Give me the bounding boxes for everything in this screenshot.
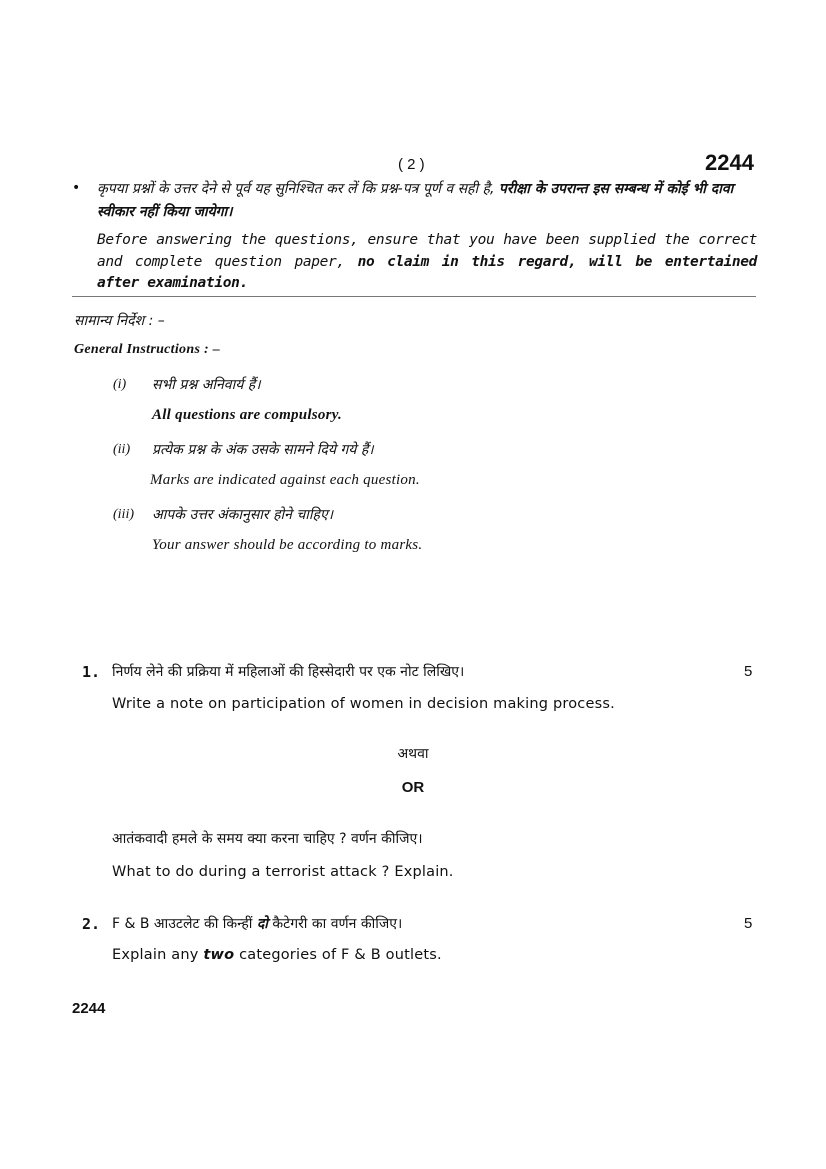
paper-code-footer: 2244: [72, 1000, 106, 1017]
question-english: Write a note on participation of women in decision making process.: [112, 696, 615, 712]
emphasis-word: दो: [256, 916, 268, 932]
question-marks: 5: [744, 663, 753, 680]
question-english: [112, 947, 442, 963]
or-english: OR: [401, 779, 425, 796]
notice-english-plain: Before answering the questions, ensure that you have been supplied the correct and complete question paper,: [97, 232, 757, 270]
question-hindi-part: F & B आउटलेट की किन्हीं: [112, 916, 253, 932]
notice-hindi-plain: कृपया प्रश्नों के उत्तर देने से पूर्व यह सुनिश्चित कर लें कि प्रश्न-पत्र पूर्ण व सही है,: [97, 181, 495, 197]
instructions-title-hindi: सामान्य निर्देश : –: [74, 313, 165, 329]
instruction-number: (i): [113, 377, 127, 392]
instruction-english: All questions are compulsory.: [152, 407, 343, 423]
instructions-title-english: General Instructions : –: [74, 342, 221, 357]
question-number: 2.: [82, 915, 101, 933]
question-english-part: Explain any: [112, 947, 199, 963]
notice-english-bold: no claim in this regard, will be entertained after examination.: [97, 253, 757, 291]
bullet-icon: •: [72, 180, 81, 196]
alternate-question-english: What to do during a terrorist attack ? Explain.: [112, 864, 454, 880]
instruction-hindi: आपके उत्तर अंकानुसार होने चाहिए।: [152, 507, 333, 523]
instruction-number: (ii): [113, 442, 131, 457]
or-hindi: अथवा: [397, 746, 429, 762]
question-marks: 5: [744, 915, 753, 932]
notice-hindi-bold: परीक्षा के उपरान्त इस सम्बन्ध में कोई भी दावा स्वीकार नहीं किया जायेगा।: [97, 181, 734, 220]
notice-hindi: [97, 178, 757, 224]
instruction-number: (iii): [113, 507, 134, 522]
notice-english: [97, 230, 757, 295]
question-english-part: categories of F & B outlets.: [239, 947, 442, 963]
instruction-hindi: सभी प्रश्न अनिवार्य हैं।: [152, 377, 261, 393]
instruction-english: Marks are indicated against each question.: [150, 472, 420, 488]
instruction-hindi: प्रत्येक प्रश्न के अंक उसके सामने दिये गये हैं।: [152, 442, 374, 458]
question-number: 1.: [82, 663, 101, 681]
divider: [72, 296, 756, 297]
question-hindi: [112, 914, 402, 933]
question-hindi-part: कैटेगरी का वर्णन कीजिए।: [272, 916, 403, 932]
question-hindi: निर्णय लेने की प्रक्रिया में महिलाओं की हिस्सेदारी पर एक नोट लिखिए।: [112, 664, 465, 680]
page-number: ( 2 ): [398, 156, 425, 173]
paper-code-header: 2244: [705, 150, 754, 175]
alternate-question-hindi: आतंकवादी हमले के समय क्या करना चाहिए ? वर्णन कीजिए।: [112, 831, 423, 847]
instruction-english: Your answer should be according to marks.: [152, 537, 423, 553]
emphasis-word: two: [203, 947, 235, 963]
